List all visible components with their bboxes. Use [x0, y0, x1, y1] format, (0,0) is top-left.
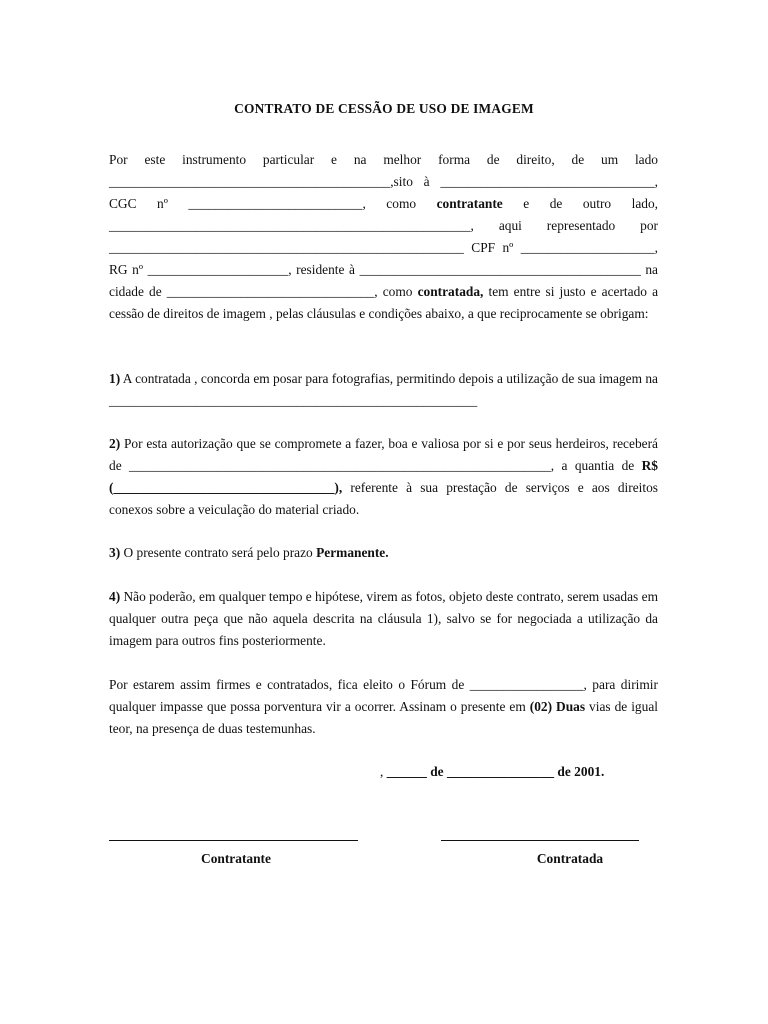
intro-text-2: e de outro lado, ______________________________________________________, aqui representado por _____________________________________________________ CPF nº ____________________, RG nº _____________________, residente à __________________________________________ na cidade de _______________________________, como: [109, 196, 659, 299]
clause-1-text: A contratada , concorda em posar para fotografias, permitindo depois a utilização de sua imagem na _______________________________________________________: [109, 371, 658, 408]
closing-text: Por estarem assim firmes e contratados, fica eleito o Fórum de _________________, para dirimir qualquer impasse que possa porventura vir a ocorrer. Assinam o presente em: [109, 677, 658, 714]
closing-paragraph: [109, 674, 658, 740]
date-text: ______ de ________________ de 2001.: [386, 764, 605, 779]
clause-2-number: 2): [109, 436, 121, 451]
closing-text-2: vias de igual teor, na presença de duas testemunhas.: [109, 699, 658, 736]
clause-4-number: 4): [109, 589, 121, 604]
clause-3-text: O presente contrato será pelo prazo: [120, 545, 317, 560]
clause-4-text: Não poderão, em qualquer tempo e hipótese, virem as fotos, objeto deste contrato, serem usadas em qualquer outra peça que não aquela descrita na cláusula 1), salvo se for negociada a utilização da imagem para outros fins posteriormente.: [109, 589, 658, 648]
contratada-term: contratada,: [417, 284, 484, 299]
clause-3-number: 3): [109, 545, 121, 560]
copies-count: (02) Duas: [529, 699, 586, 714]
clause-2-text: Por esta autorização que se compromete a fazer, boa e valiosa por si e por seus herdeiros, receberá de _______________________________________________________________, a quantia de: [109, 436, 658, 473]
contratante-signature-line: [109, 840, 358, 841]
clause-3: [109, 542, 658, 564]
contratada-label: Contratada: [536, 851, 604, 866]
clause-4: [109, 586, 658, 652]
clause-3-term: Permanente.: [316, 545, 389, 560]
contratante-label: Contratante: [201, 851, 271, 866]
contratante-term: contratante: [436, 196, 503, 211]
date-prefix: ,: [380, 764, 387, 779]
intro-text-3: tem entre si justo e acertado a cessão de direitos de imagem , pelas cláusulas e condições abaixo, a que reciprocamente se obrigam:: [109, 284, 659, 321]
intro-text: Por este instrumento particular e na melhor forma de direito, de um lado __________________________________________,sito à ________________________________, CGC nº __________________________, como: [109, 152, 658, 211]
clause-1: [109, 368, 658, 412]
intro-paragraph: [109, 149, 658, 325]
clause-2: [109, 433, 658, 521]
date-line: [380, 764, 604, 780]
document-title: CONTRATO DE CESSÃO DE USO DE IMAGEM: [234, 101, 534, 116]
clause-2-amount: R$ (_________________________________),: [109, 458, 658, 495]
clause-2-text-2: referente à sua prestação de serviços e aos direitos conexos sobre a veiculação do material criado.: [109, 480, 658, 517]
clause-1-number: 1): [109, 371, 121, 386]
contratada-signature-line: [441, 840, 639, 841]
